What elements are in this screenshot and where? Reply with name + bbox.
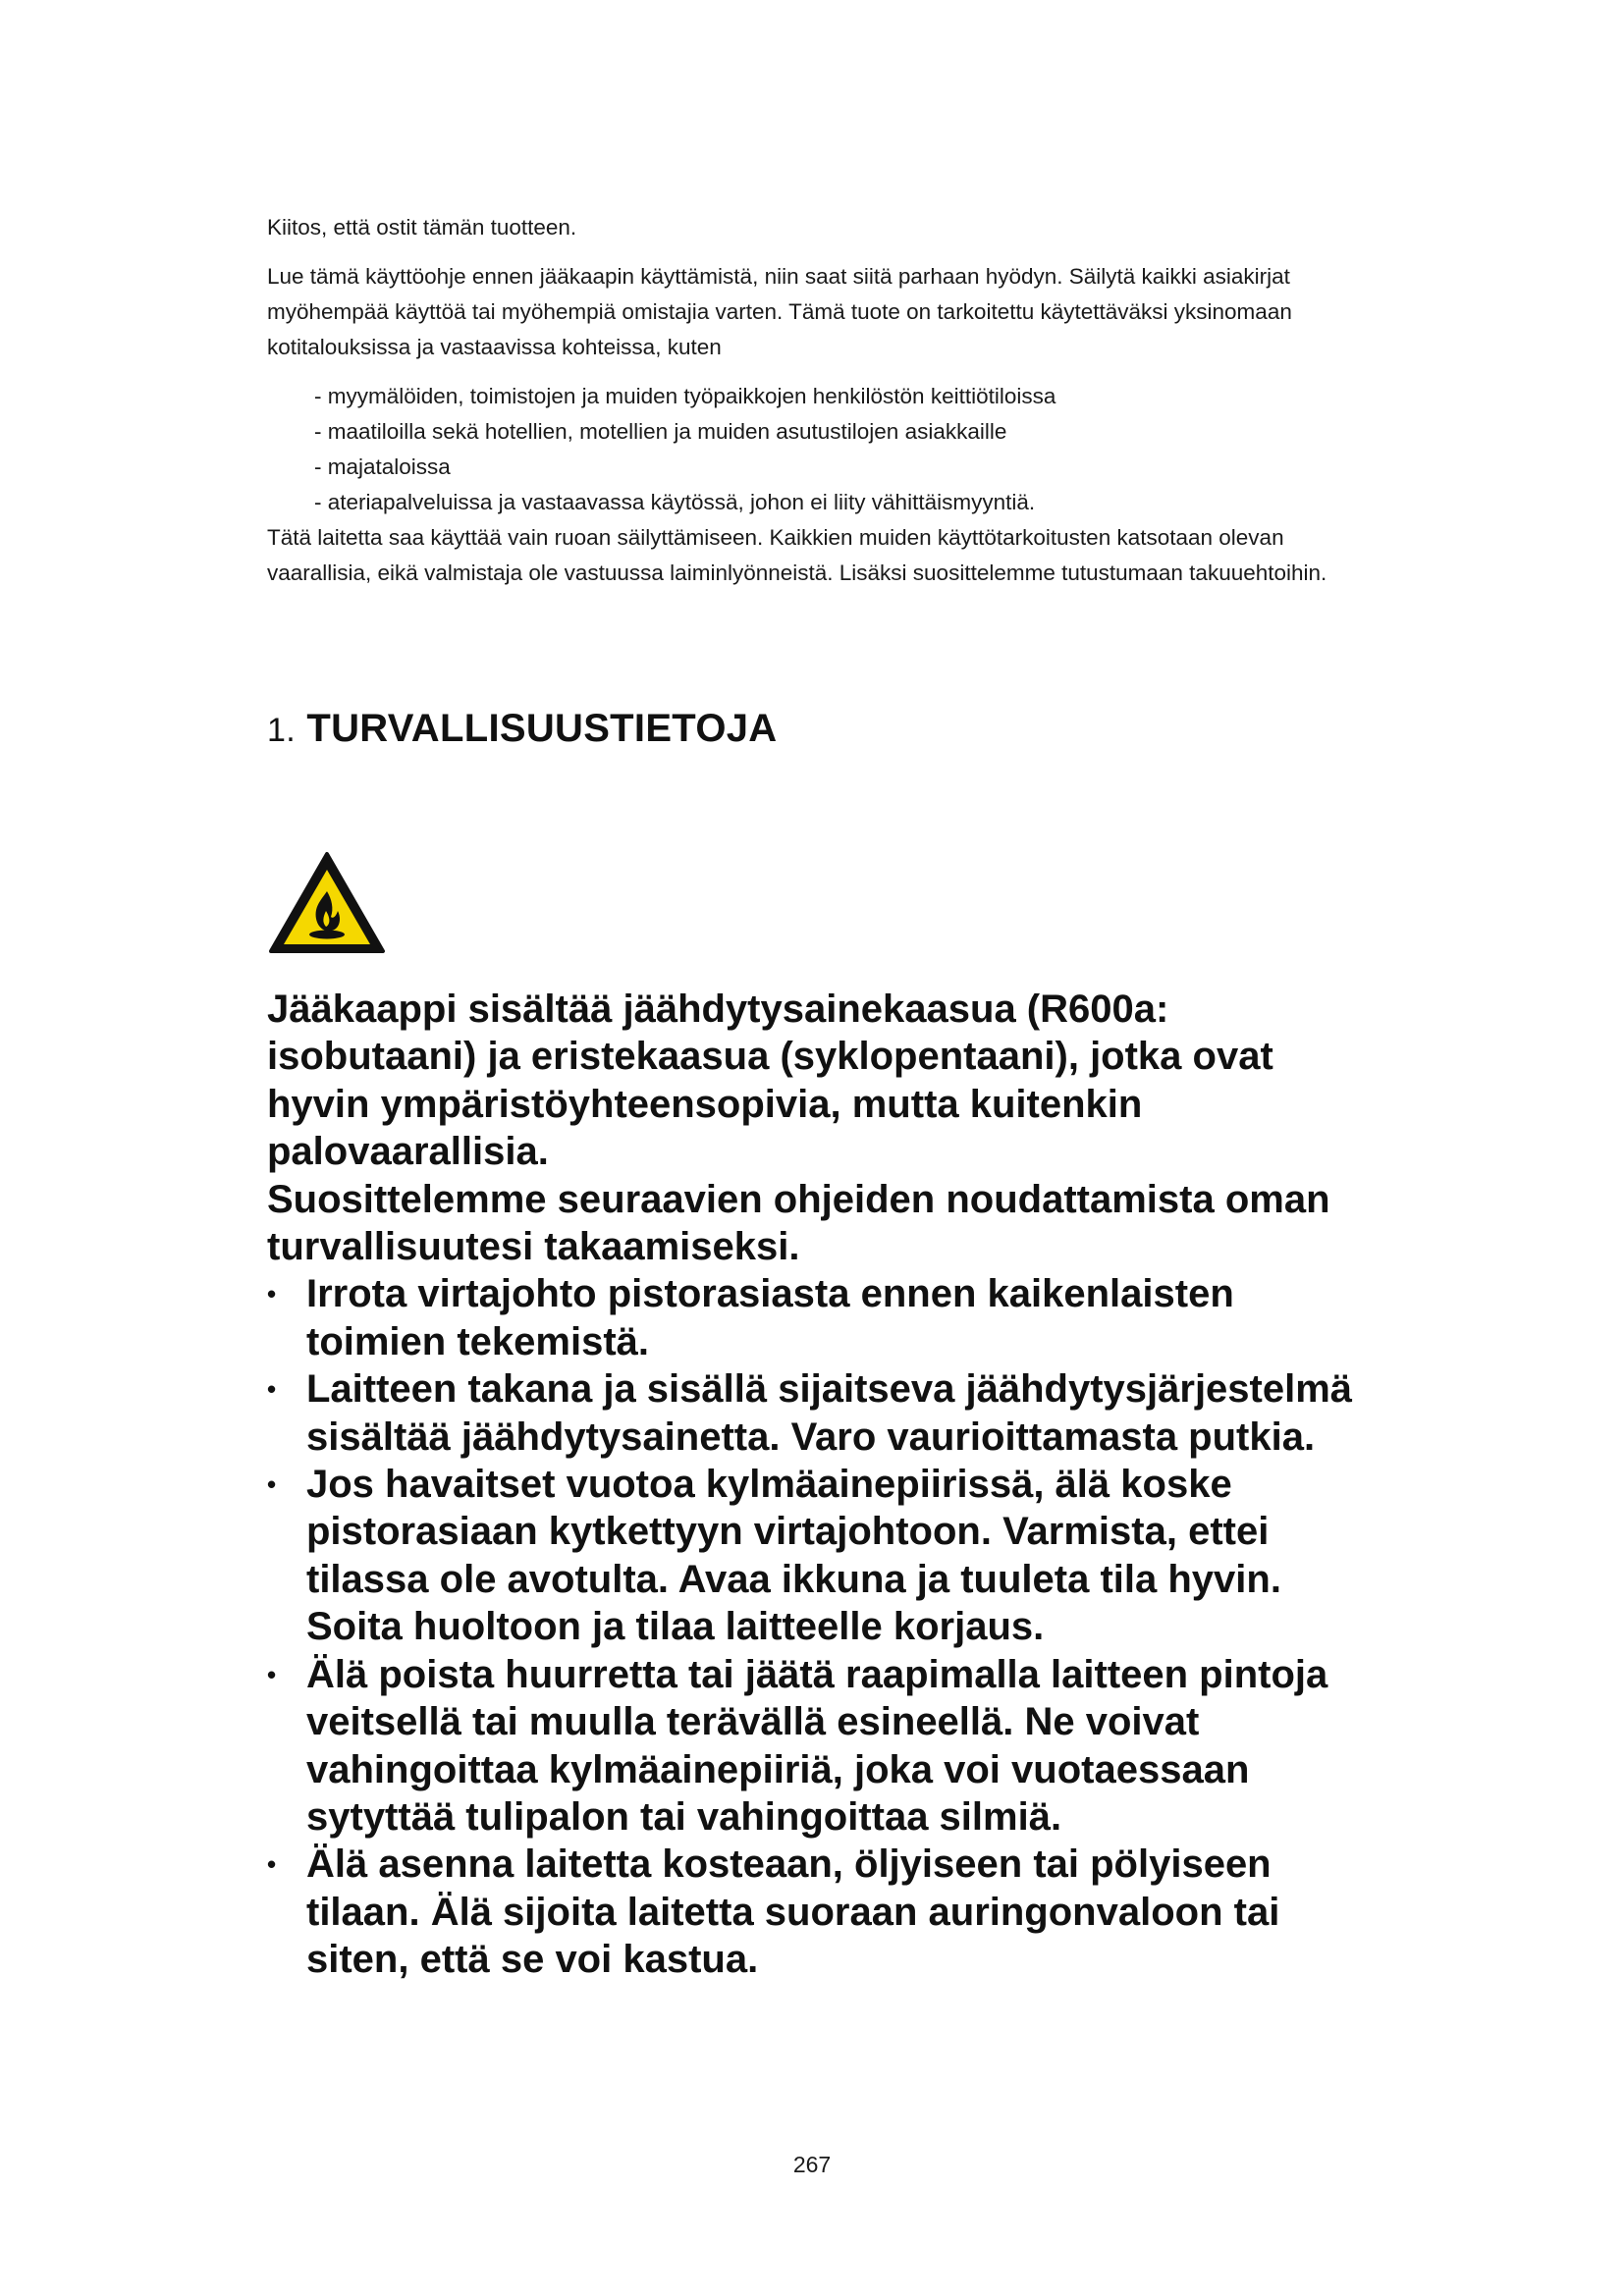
- section-title: TURVALLISUUSTIETOJA: [306, 707, 778, 750]
- usage-list-item: - myymälöiden, toimistojen ja muiden työpaikkojen henkilöstön keittiötiloissa: [314, 379, 1367, 414]
- safety-list-item: • Jos havaitset vuotoa kylmäainepiirissä, älä koske pistorasiaan kytkettyyn virtajohtoon. Varmista, ettei tilassa ole avotulta. Avaa ikkuna ja tuuleta tila hyvin. Soita huoltoon ja tilaa laitteelle korjaus.: [267, 1461, 1357, 1651]
- section-number: 1.: [267, 712, 296, 749]
- safety-list-item: • Älä asenna laitetta kosteaan, öljyiseen tai pölyiseen tilaan. Älä sijoita laitetta suoraan auringonvaloon tai siten, että se voi kastua.: [267, 1841, 1357, 1983]
- refrigerant-warning: Jääkaappi sisältää jäähdytysainekaasua (R600a: isobutaani) ja eristekaasua (syklopentaani), jotka ovat hyvin ympäristöyhteensopivia, mutta kuitenkin palovaarallisia.: [267, 988, 1273, 1174]
- thanks-text: Kiitos, että ostit tämän tuotteen.: [267, 215, 577, 240]
- intro-paragraph: Lue tämä käyttöohje ennen jääkaapin käyttämistä, niin saat siitä parhaan hyödyn. Säilytä kaikki asiakirjat myöhempää käyttöä tai myöhempiä omistajia varten. Tämä tuote on tarkoitettu käytettäväksi yksinomaan kotitalouksissa ja vastaavissa kohteissa, kuten: [267, 264, 1292, 359]
- usage-list-item: - ateriapalveluissa ja vastaavassa käytössä, johon ei liity vähittäismyyntiä.: [314, 485, 1367, 520]
- usage-list-item: - majataloissa: [314, 450, 1367, 485]
- safety-list-item: • Laitteen takana ja sisällä sijaitseva jäähdytysjärjestelmä sisältää jäähdytysainetta. Varo vaurioittamasta putkia.: [267, 1365, 1357, 1461]
- safety-list-item: • Älä poista huurretta tai jäätä raapimalla laitteen pintoja veitsellä tai muulla terävällä esineellä. Ne voivat vahingoittaa kylmäainepiiriä, joka voi vuotaessaan sytyttää tulipalon tai vahingoittaa silmiä.: [267, 1651, 1357, 1842]
- disclaimer-paragraph: Tätä laitetta saa käyttää vain ruoan säilyttämiseen. Kaikkien muiden käyttötarkoitusten katsotaan olevan vaarallisia, eikä valmistaja ole vastuussa laiminlyönneistä. Lisäksi suosittelemme tutustumaan takuuehtoihin.: [267, 525, 1327, 585]
- safety-section: [267, 986, 1357, 1984]
- safety-list-item: • Irrota virtajohto pistorasiasta ennen kaikenlaisten toimien tekemistä.: [267, 1270, 1357, 1365]
- section-heading: [267, 707, 777, 751]
- usage-list: [267, 379, 1367, 520]
- flammable-warning-icon: [267, 850, 387, 956]
- usage-list-item: - maatiloilla sekä hotellien, motellien ja muiden asutustilojen asiakkaille: [314, 414, 1367, 450]
- page-number: 267: [792, 2152, 832, 2177]
- safety-recommendation: Suosittelemme seuraavien ohjeiden noudattamista oman turvallisuutesi takaamiseksi.: [267, 1177, 1330, 1269]
- intro-section: [267, 210, 1367, 591]
- safety-list: [267, 1270, 1357, 1983]
